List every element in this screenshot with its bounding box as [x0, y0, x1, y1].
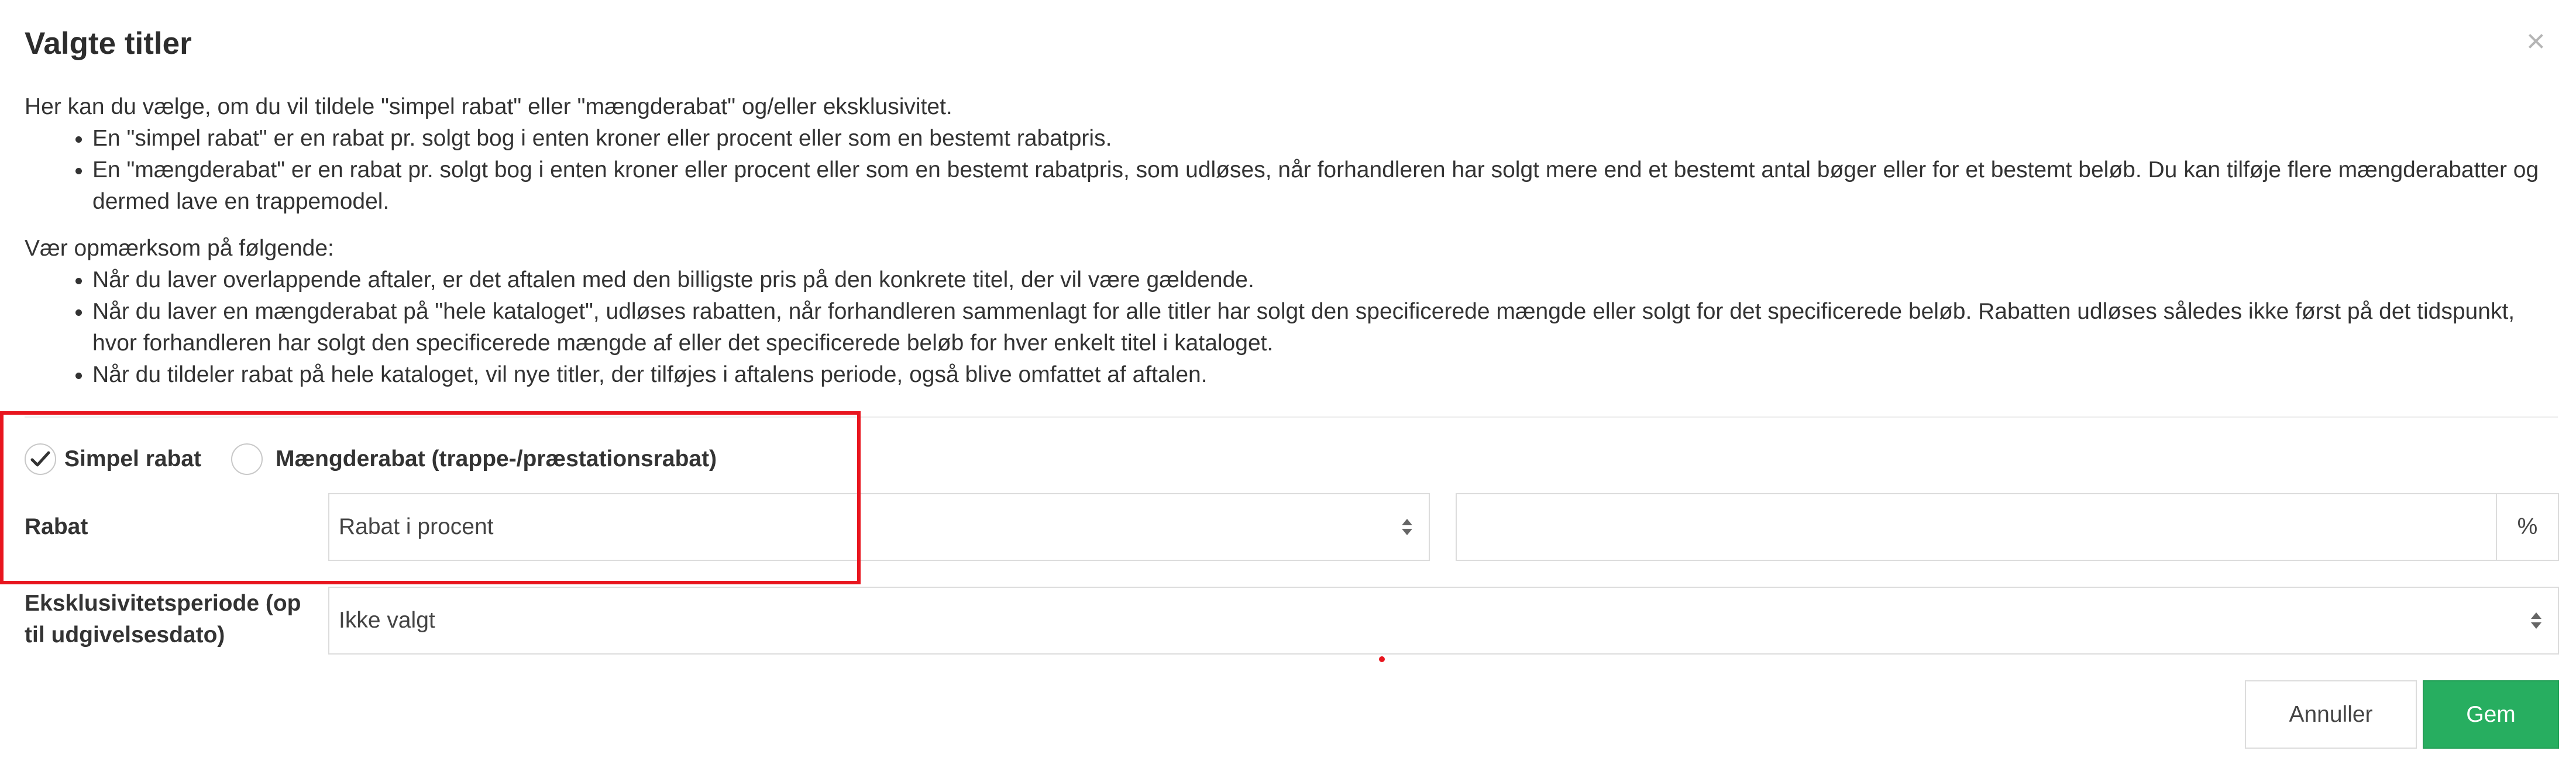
- rabat-amount-group: [1456, 493, 2559, 561]
- rabat-amount-input[interactable]: [1457, 494, 2496, 560]
- sort-arrows-icon: [2530, 608, 2543, 633]
- volume-discount-label: Mængderabat (trappe-/præstationsrabat): [276, 446, 717, 471]
- simple-discount-label: Simpel rabat: [64, 446, 202, 471]
- volume-discount-radio[interactable]: [231, 441, 717, 477]
- intro-text: [25, 91, 2558, 218]
- simple-discount-radio[interactable]: [25, 441, 201, 477]
- notes-list-item: • Når du laver en mængderabat på "hele kataloget", udløses rabatten, når forhandleren sammenlagt for alle titler har solgt den specificerede mængde eller solgt for det specificerede beløb. Rabatten udløses således ikke først på det tidspunkt, hvor forhandleren har solgt den specificerede mængde af eller det specificerede beløb for hver enkelt titel i kataloget.: [92, 296, 2558, 359]
- intro-list-item: • En "mængderabat" er en rabat pr. solgt bog i enten kroner eller procent eller som en bestemt rabatpris, som udløses, når forhandleren har solgt mere end et bestemt antal bøger eller for et bestemt beløb. Du kan tilføje flere mængderabatter og dermed lave en trappemodel.: [92, 154, 2558, 218]
- radio-circle-checked[interactable]: [25, 443, 56, 475]
- notes-lead: Vær opmærksom på følgende:: [25, 236, 334, 261]
- close-icon[interactable]: ×: [2526, 22, 2546, 59]
- rabat-label: Rabat: [25, 514, 88, 539]
- radio-circle-unchecked[interactable]: [231, 443, 263, 475]
- notes-text: [25, 233, 2558, 391]
- cancel-button[interactable]: Annuller: [2245, 680, 2417, 749]
- rabat-type-select[interactable]: [328, 493, 1430, 561]
- intro-lead: Her kan du vælge, om du vil tildele "simpel rabat" eller "mængderabat" og/eller eksklusivitet.: [25, 94, 952, 119]
- checkmark-icon: [30, 450, 50, 468]
- notes-list-item: • Når du tildeler rabat på hele kataloget, vil nye titler, der tilføjes i aftalens periode, også blive omfattet af aftalen.: [92, 359, 2558, 391]
- rabat-type-value: Rabat i procent: [339, 514, 494, 539]
- exclusivity-value: Ikke valgt: [339, 608, 435, 633]
- notes-list: [25, 264, 2558, 391]
- sort-arrows-icon: [1401, 514, 1413, 540]
- save-button[interactable]: Gem: [2423, 680, 2559, 749]
- section-divider: [25, 416, 2558, 418]
- exclusivity-label: Eksklusivitetsperiode (op til udgivelsesdato): [25, 591, 301, 648]
- notes-list-item: • Når du laver overlappende aftaler, er det aftalen med den billigste pris på den konkrete titel, der vil være gældende.: [92, 264, 2558, 296]
- intro-list: [25, 123, 2558, 218]
- intro-list-item: • En "simpel rabat" er en rabat pr. solgt bog i enten kroner eller procent eller som en bestemt rabatpris.: [92, 123, 2558, 154]
- cursor-dot: [1379, 656, 1385, 662]
- modal-title: Valgte titler: [25, 26, 192, 61]
- percent-addon: %: [2496, 494, 2558, 560]
- exclusivity-select[interactable]: [328, 587, 2559, 655]
